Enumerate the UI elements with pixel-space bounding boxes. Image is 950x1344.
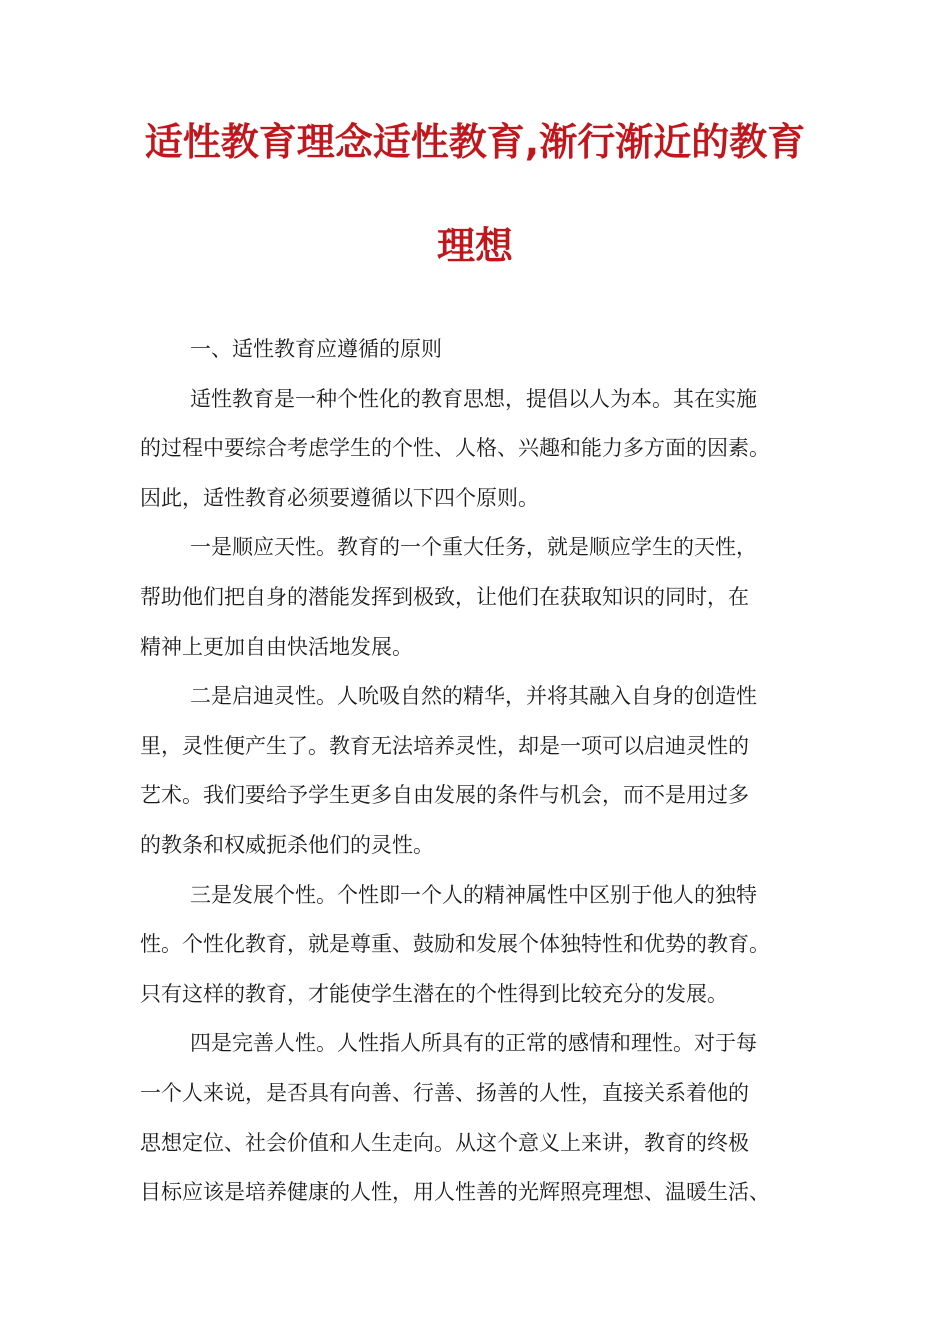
paragraph-line: 一个人来说，是否具有向善、行善、扬善的人性，直接关系着他的 bbox=[140, 1080, 749, 1105]
document-title-line-1: 适性教育理念适性教育,渐行渐近的教育 bbox=[144, 120, 806, 164]
paragraph-line: 的过程中要综合考虑学生的个性、人格、兴趣和能力多方面的因素。 bbox=[140, 436, 770, 461]
paragraph-line: 因此，适性教育必须要遵循以下四个原则。 bbox=[140, 485, 539, 510]
paragraph-line: 艺术。我们要给予学生更多自由发展的条件与机会，而不是用过多 bbox=[140, 783, 749, 808]
paragraph-line: 性。个性化教育，就是尊重、鼓励和发展个体独特性和优势的教育。 bbox=[140, 932, 770, 957]
paragraph-line: 适性教育是一种个性化的教育思想，提倡以人为本。其在实施 bbox=[190, 386, 757, 411]
paragraph-line: 的教条和权威扼杀他们的灵性。 bbox=[140, 832, 434, 857]
paragraph-line: 帮助他们把自身的潜能发挥到极致，让他们在获取知识的同时，在 bbox=[140, 584, 749, 609]
paragraph-line: 思想定位、社会价值和人生走向。从这个意义上来讲，教育的终极 bbox=[140, 1130, 749, 1155]
paragraph-line: 只有这样的教育，才能使学生潜在的个性得到比较充分的发展。 bbox=[140, 981, 728, 1006]
paragraph-line: 精神上更加自由快活地发展。 bbox=[140, 634, 413, 659]
section-heading: 一、适性教育应遵循的原则 bbox=[190, 337, 442, 361]
document-body bbox=[140, 325, 830, 1218]
document-title-line-2: 理想 bbox=[436, 224, 513, 268]
paragraph-line: 里，灵性便产生了。教育无法培养灵性，却是一项可以启迪灵性的 bbox=[140, 733, 749, 758]
paragraph-line: 三是发展个性。个性即一个人的精神属性中区别于他人的独特 bbox=[190, 882, 757, 907]
paragraph-line: 目标应该是培养健康的人性，用人性善的光辉照亮理想、温暖生活、 bbox=[140, 1180, 770, 1205]
paragraph-line: 二是启迪灵性。人吮吸自然的精华，并将其融入自身的创造性 bbox=[190, 684, 757, 709]
paragraph-line: 四是完善人性。人性指人所具有的正常的感情和理性。对于每 bbox=[190, 1031, 757, 1056]
paragraph-line: 一是顺应天性。教育的一个重大任务，就是顺应学生的天性， bbox=[190, 535, 757, 560]
